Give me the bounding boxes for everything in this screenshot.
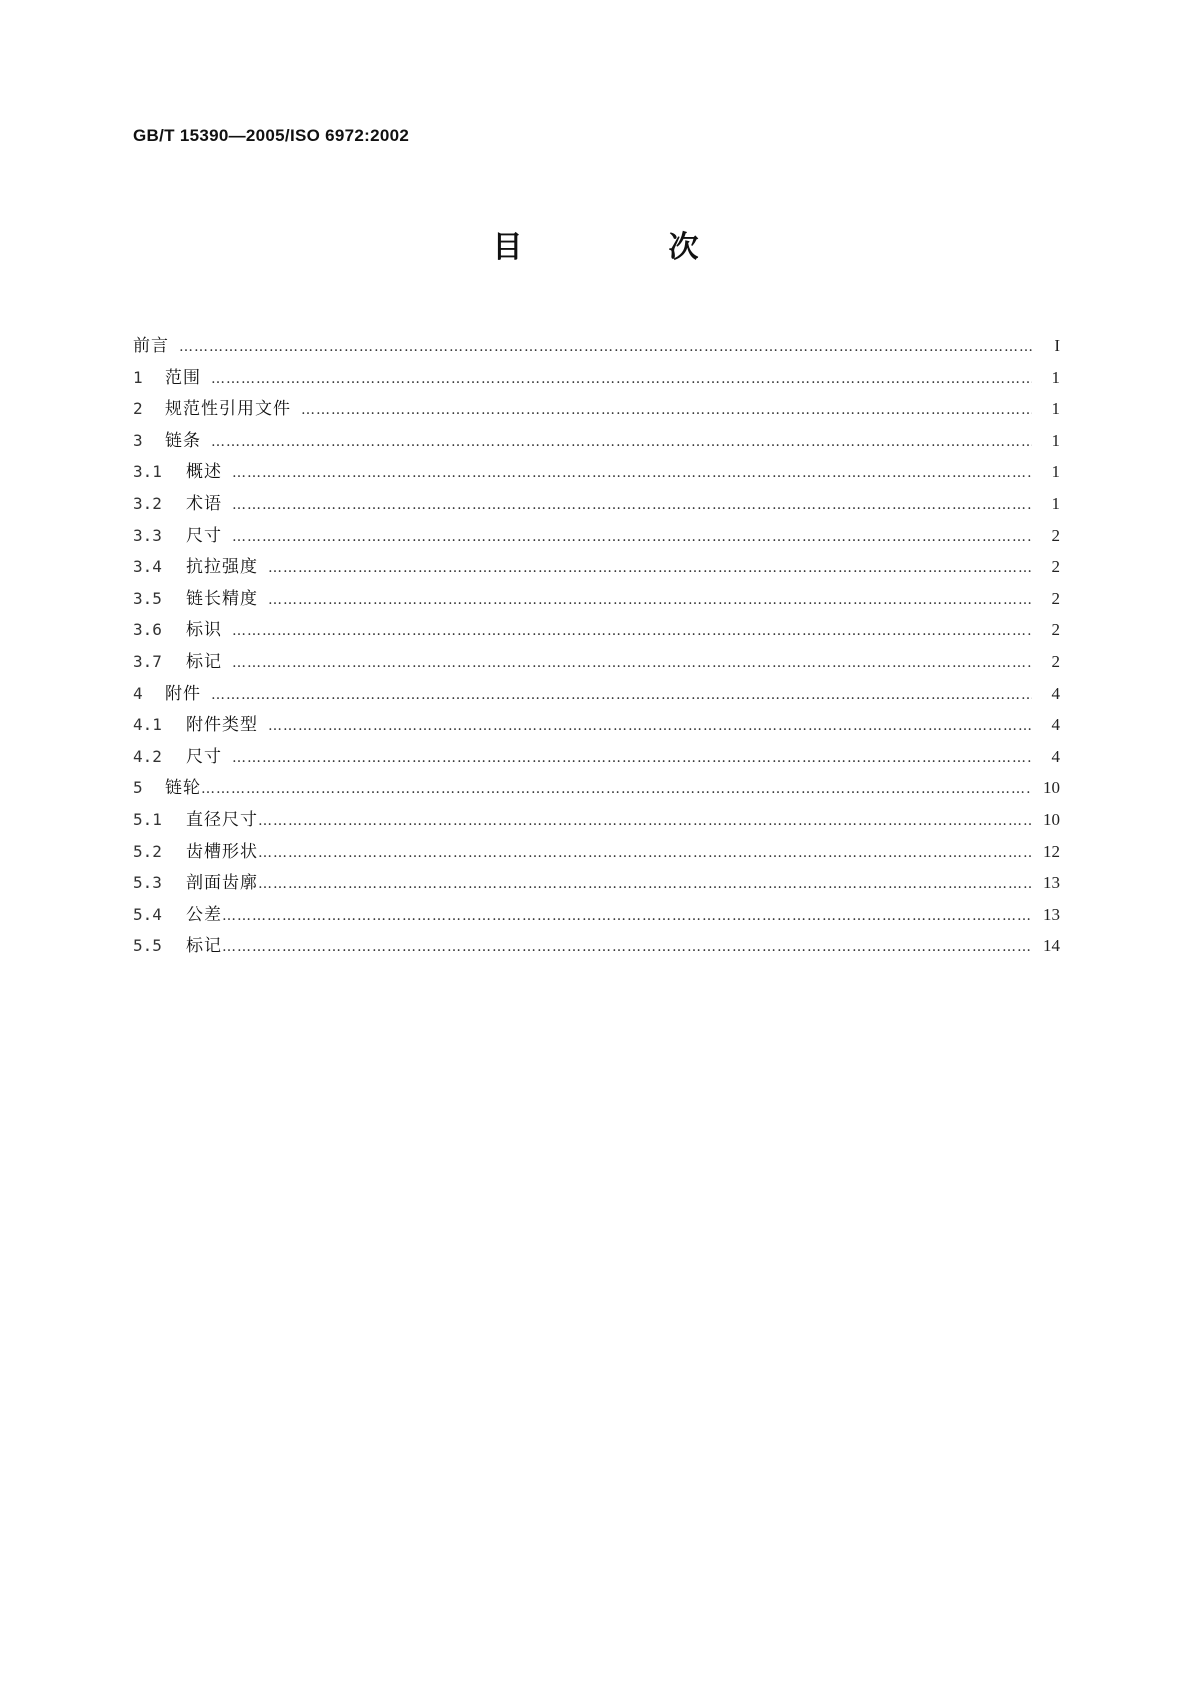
toc-entry-label: 标记 [186, 936, 222, 957]
toc-entry-page: 10 [1043, 809, 1060, 829]
toc-entry-label: 附件 [165, 683, 201, 704]
toc-leader-dots [232, 648, 1032, 680]
toc-entry-label: 附件类型 [186, 715, 258, 736]
toc-entry-3-7[interactable] [133, 646, 1060, 678]
toc-entry-3-2[interactable] [133, 488, 1060, 520]
toc-entry-number: 1 [133, 367, 143, 387]
toc-leader-dots [268, 553, 1032, 585]
toc-entry-page: 13 [1043, 904, 1060, 924]
toc-entry-number: 3.6 [133, 620, 162, 640]
toc-entry-number: 5.2 [133, 841, 162, 861]
toc-leader-dots [232, 743, 1032, 775]
toc-entry-5[interactable] [133, 772, 1060, 804]
toc-leader-dots [201, 774, 1032, 806]
toc-entry-5-4[interactable] [133, 899, 1060, 931]
toc-entry-page: 2 [1051, 557, 1060, 577]
toc-entry-number: 5.5 [133, 936, 162, 956]
toc-leader-dots [222, 901, 1032, 933]
toc-entry-number: 4.1 [133, 715, 162, 735]
toc-entry-label: 规范性引用文件 [165, 399, 291, 420]
toc-entry-page: 1 [1051, 462, 1060, 482]
toc-entry-page: 2 [1051, 651, 1060, 671]
toc-entry-3-6[interactable] [133, 614, 1060, 646]
toc-entry-label: 公差 [186, 904, 222, 925]
toc-entry-3-5[interactable] [133, 583, 1060, 615]
toc-entry-number: 3.1 [133, 462, 162, 482]
standard-code: GB/T 15390—2005/ISO 6972:2002 [133, 126, 410, 145]
toc-leader-dots [258, 806, 1032, 838]
toc-entry-page: 4 [1051, 715, 1060, 735]
page-title: 目 次 [492, 230, 757, 265]
toc-entry-label: 前言 [133, 336, 169, 356]
toc-entry-number: 3.2 [133, 493, 162, 513]
toc-entry-number: 5.3 [133, 873, 162, 893]
toc-entry-label: 尺寸 [186, 746, 222, 767]
toc-entry-number: 4.2 [133, 746, 162, 766]
toc-entry-page: 14 [1043, 936, 1060, 956]
toc-leader-dots [211, 680, 1032, 712]
toc-leader-dots [258, 838, 1032, 870]
toc-entry-5-3[interactable] [133, 867, 1060, 899]
standard-code-header [133, 126, 409, 146]
toc-entry-label: 抗拉强度 [186, 557, 258, 578]
toc-entry-4-1[interactable] [133, 709, 1060, 741]
toc-entry-4-2[interactable] [133, 741, 1060, 773]
table-of-contents [133, 330, 1060, 962]
toc-entry-label: 标记 [186, 651, 222, 672]
toc-entry-page: 13 [1043, 873, 1060, 893]
toc-entry-label: 尺寸 [186, 525, 222, 546]
toc-leader-dots [301, 395, 1032, 427]
toc-entry-number: 3.3 [133, 525, 162, 545]
toc-entry-number: 3 [133, 430, 143, 450]
toc-entry-2[interactable] [133, 393, 1060, 425]
toc-entry-label: 链长精度 [186, 588, 258, 609]
toc-entry-4[interactable] [133, 678, 1060, 710]
toc-entry-number: 2 [133, 399, 143, 419]
toc-entry-1[interactable] [133, 362, 1060, 394]
toc-entry-page: 1 [1051, 493, 1060, 513]
toc-entry-number: 5.4 [133, 904, 162, 924]
toc-leader-dots [179, 332, 1032, 364]
toc-entry-number: 5.1 [133, 809, 162, 829]
toc-entry-page: 10 [1043, 778, 1060, 798]
toc-entry-page: I [1054, 336, 1060, 355]
toc-entry-page: 2 [1051, 620, 1060, 640]
toc-entry-5-2[interactable] [133, 836, 1060, 868]
toc-entry-page: 4 [1051, 683, 1060, 703]
toc-leader-dots [258, 869, 1032, 901]
toc-entry-label: 链轮 [165, 778, 201, 799]
toc-entry-number: 3.5 [133, 588, 162, 608]
toc-leader-dots [232, 490, 1032, 522]
toc-entry-5-5[interactable] [133, 930, 1060, 962]
toc-entry-page: 2 [1051, 525, 1060, 545]
toc-leader-dots [232, 522, 1032, 554]
toc-leader-dots [232, 616, 1032, 648]
toc-entry-3-1[interactable] [133, 456, 1060, 488]
toc-entry-number: 5 [133, 778, 143, 798]
toc-leader-dots [268, 711, 1032, 743]
toc-entry-number: 4 [133, 683, 143, 703]
toc-entry-label: 标识 [186, 620, 222, 641]
toc-leader-dots [268, 585, 1032, 617]
toc-entry-page: 4 [1051, 746, 1060, 766]
toc-entry-label: 概述 [186, 462, 222, 483]
toc-entry-3[interactable] [133, 425, 1060, 457]
toc-entry-label: 链条 [165, 430, 201, 451]
toc-entry-label: 术语 [186, 493, 222, 514]
toc-entry-label: 范围 [165, 367, 201, 388]
toc-entry-label: 剖面齿廓 [186, 873, 258, 894]
toc-leader-dots [211, 427, 1032, 459]
toc-entry-page: 1 [1051, 430, 1060, 450]
toc-entry-label: 直径尺寸 [186, 809, 258, 830]
toc-leader-dots [211, 364, 1032, 396]
toc-entry-page: 1 [1051, 367, 1060, 387]
toc-entry-number: 3.4 [133, 557, 162, 577]
toc-entry-page: 12 [1043, 841, 1060, 861]
toc-leader-dots [232, 458, 1032, 490]
toc-entry-3-3[interactable] [133, 520, 1060, 552]
toc-entry-foreword[interactable] [133, 330, 1060, 362]
toc-leader-dots [222, 932, 1032, 964]
toc-entry-label: 齿槽形状 [186, 841, 258, 862]
toc-entry-number: 3.7 [133, 651, 162, 671]
toc-entry-page: 2 [1051, 588, 1060, 608]
toc-entry-3-4[interactable] [133, 551, 1060, 583]
toc-entry-page: 1 [1051, 399, 1060, 419]
toc-entry-5-1[interactable] [133, 804, 1060, 836]
